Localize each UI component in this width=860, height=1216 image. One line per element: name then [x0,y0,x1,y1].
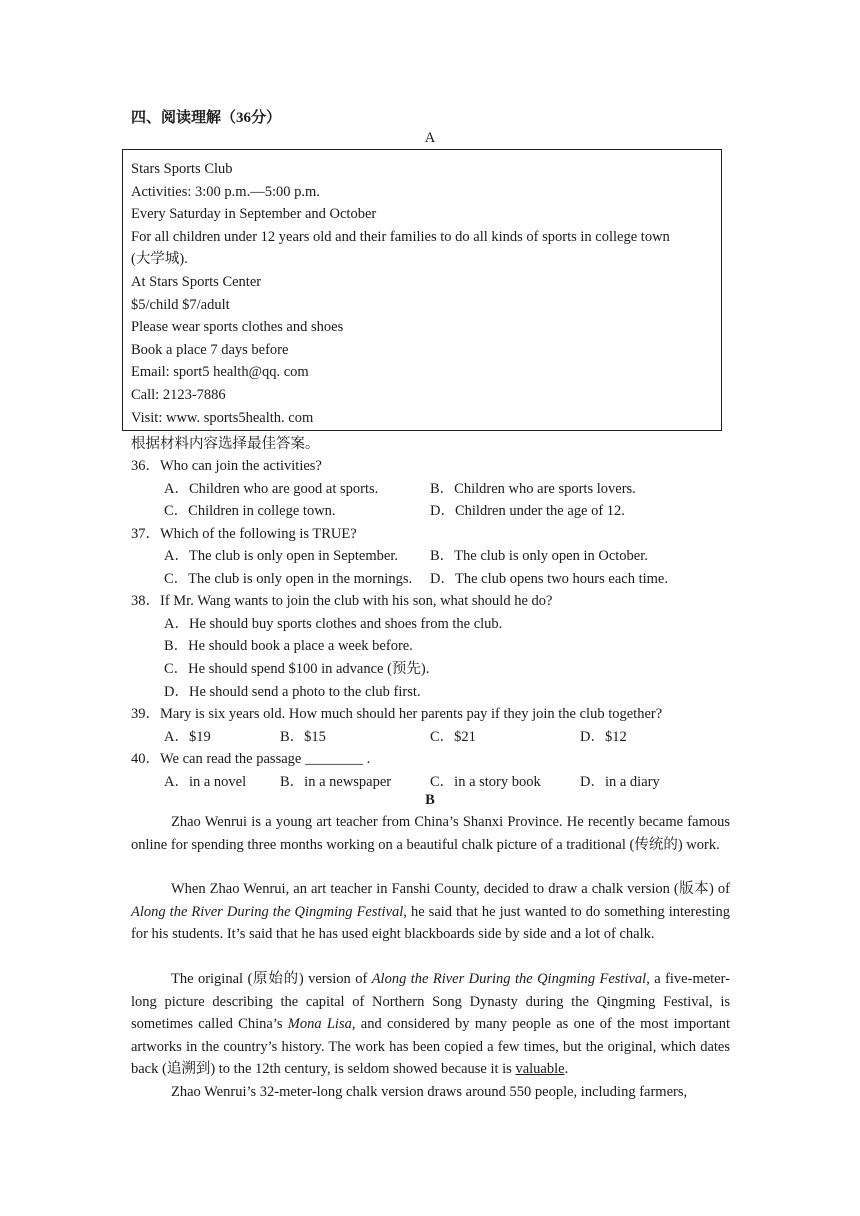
paragraph-text: . [564,1061,569,1078]
notice-line: Activities: 3:00 p.m.—5:00 p.m. [131,183,320,200]
option-a: A．$19 [164,729,211,745]
question-stem: 38．If Mr. Wang wants to join the club with his son, what should he do? [131,593,553,609]
option-d: D．Children under the age of 12. [430,503,625,519]
option-c: C．Children in college town. [164,503,336,519]
notice-line: (大学城). [131,251,188,268]
question-stem: 39．Mary is six years old. How much should her parents pay if they join the club together? [131,706,663,722]
underlined-word: valuable [515,1061,565,1078]
option-d: D．$12 [580,729,627,745]
paragraph-4 [131,1081,730,1104]
paragraph-text: , and considered by many people as one of the most important artworks in the country’s history. The work has been copied a few times, but the original, which dates back (追溯到) to the 12th century, is seldom showed because it is [131,1016,730,1078]
notice-line: Please wear sports clothes and shoes [131,319,344,336]
notice-line: Email: sport5 health@qq. com [131,364,309,381]
option-c: C．in a story book [430,774,541,790]
paragraph-2 [131,878,730,946]
option-d: D．He should send a photo to the club first. [164,684,421,700]
paragraph-text: Zhao Wenrui is a young art teacher from China’s Shanxi Province. He recently became famous online for spending three months working on a beautiful chalk picture of a traditional (传统的) work. [131,814,730,853]
artwork-title: Along the River During the Qingming Festival [371,971,647,987]
notice-line: $5/child $7/adult [131,296,230,313]
option-b: B．in a newspaper [280,774,392,790]
option-a: A．The club is only open in September. [164,548,398,564]
passage-b-label: B [425,792,435,808]
paragraph-text: The original (原始的) version of [171,971,372,987]
question-stem: 37．Which of the following is TRUE? [131,526,357,542]
option-d: D．in a diary [580,774,660,790]
passage-a-label: A [424,130,436,146]
paragraph-text: , a five-meter-long picture describing the capital of Northern Song Dynasty during the Qingming Festival, is sometimes called China’s [131,971,730,1033]
question-stem: 40．We can read the passage ________ . [131,751,371,767]
option-c: C．The club is only open in the mornings. [164,571,413,587]
notice-box [122,149,722,431]
notice-line: Call: 2123-7886 [131,386,226,403]
paragraph-text: , he said that he just wanted to do something interesting for his students. It’s said that he has used eight blackboards side by side and a lot of chalk. [131,903,730,943]
option-b: B．He should book a place a week before. [164,638,413,654]
notice-line: Visit: www. sports5health. com [131,409,314,426]
artwork-title: Mona Lisa [287,1016,352,1033]
question-stem: 36．Who can join the activities? [131,458,322,474]
paragraph-text: Zhao Wenrui’s 32-meter-long chalk version draws around 550 people, including farmers, [171,1084,688,1100]
option-a: A．He should buy sports clothes and shoes from the club. [164,616,503,632]
option-c: C．$21 [430,729,476,745]
paragraph-3 [131,968,730,1081]
notice-line: Stars Sports Club [131,161,233,177]
paragraph-text: When Zhao Wenrui, an art teacher in Fanshi County, decided to draw a chalk version (版本) of [171,881,730,897]
option-a: A．Children who are good at sports. [164,481,379,497]
option-b: B．The club is only open in October. [430,548,648,564]
option-b: B．Children who are sports lovers. [430,481,636,497]
option-b: B．$15 [280,729,326,745]
notice-line: For all children under 12 years old and their families to do all kinds of sports in college town [131,228,670,245]
paragraph-1 [131,811,730,856]
artwork-title: Along the River During the Qingming Festival [131,903,404,920]
option-a: A．in a novel [164,774,247,790]
notice-line: Book a place 7 days before [131,341,289,358]
section-title: 四、阅读理解（36分） [131,110,282,126]
instruction: 根据材料内容选择最佳答案。 [131,436,320,452]
option-c: C．He should spend $100 in advance (预先). [164,661,430,677]
notice-line: Every Saturday in September and October [131,206,377,223]
option-d: D．The club opens two hours each time. [430,571,668,587]
notice-line: At Stars Sports Center [131,273,262,290]
